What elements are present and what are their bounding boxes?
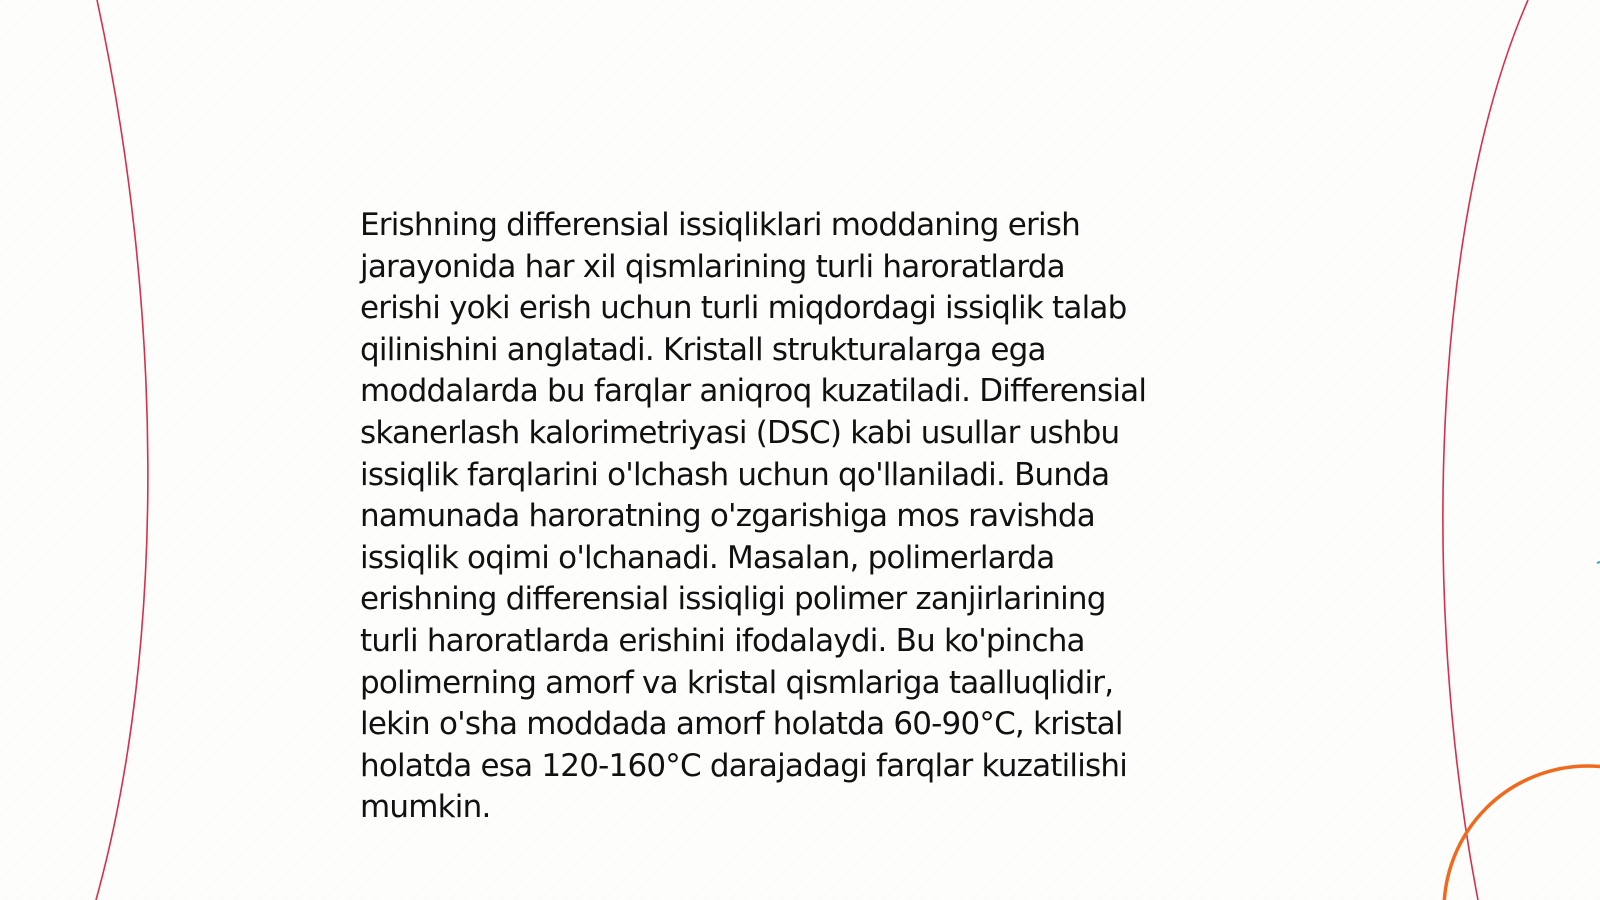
orange-circle-decoration — [1444, 766, 1600, 900]
left-arc-decoration — [96, 0, 148, 900]
body-paragraph: Erishning differensial issiqliklari moddaning erish jarayonida har xil qismlarining turli haroratlarda erishi yoki erish uchun turli miqdordagi issiqlik talab qilinishini anglatadi. Kristall strukturalarga ega moddalarda bu farqlar aniqroq kuzatiladi. Differensial skanerlash kalorimetriyasi (DSC) kabi usullar ushbu issiqlik farqlarini o'lchash uchun qo'llaniladi. Bunda namunada haroratning o'zgarishiga mos ravishda issiqlik oqimi o'lchanadi. Masalan, polimerlarda erishning differensial issiqligi polimer zanjirlarining turli haroratlarda erishini ifodalaydi. Bu ko'pincha polimerning amorf va kristal qismlariga taalluqlidir, lekin o'sha moddada amorf holatda 60-90°C, kristal holatda esa 120-160°C darajadagi farqlar kuzatilishi mumkin. — [360, 207, 1147, 826]
right-arc-decoration — [1443, 0, 1528, 900]
